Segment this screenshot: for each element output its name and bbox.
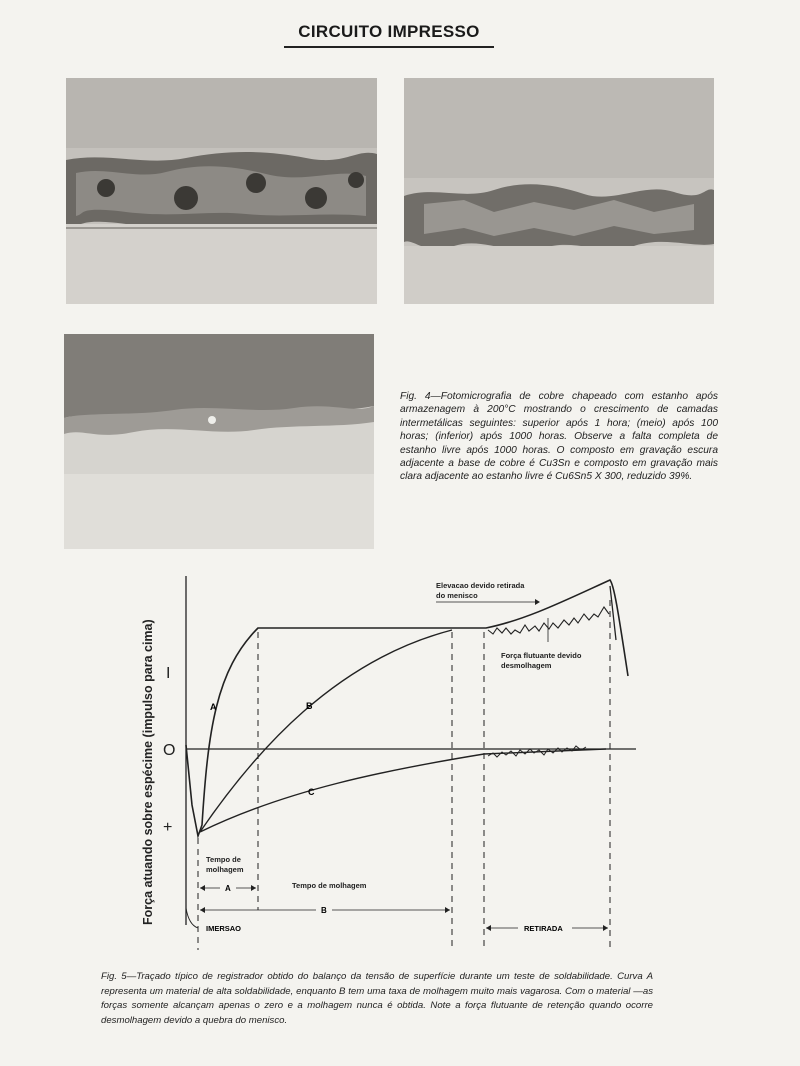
soldability-chart <box>136 570 656 960</box>
meniscus-arrow <box>535 599 540 605</box>
micrograph-1-hour <box>66 78 377 304</box>
curve-c-noise <box>488 746 586 757</box>
wet-time-a-arrow-left <box>200 885 205 891</box>
label-curve-a: A <box>210 702 217 712</box>
annotation-wet-time-long: Tempo de molhagem <box>292 881 367 890</box>
figure-5-caption: Fig. 5—Traçado típico de registrador obtido do balanço da tensão de superfície durante um teste de soldabilidade. Curva A representa um material de alta soldabilidade, enquanto B tem uma taxa de molhagem muito mais vagarosa. Com o material —as forças somente alcançam apenas o zero e a molhagem nunca é obtida. Note a força flutuante de retenção quando ocorre desmolhagem devido a quebra do menisco. <box>101 971 653 1026</box>
label-wet-time-a: A <box>225 884 231 893</box>
wet-time-b-arrow-left <box>200 907 205 913</box>
y-tick-zero: O <box>163 742 176 759</box>
annotation-dewetting: Força flutuante devido desmolhagem <box>501 651 582 670</box>
annotation-withdrawal: RETIRADA <box>524 924 563 933</box>
wet-time-b-arrow-right <box>445 907 450 913</box>
micrograph-100-hours <box>404 78 714 304</box>
curve-c <box>200 749 606 832</box>
label-curve-c: C <box>308 787 315 797</box>
label-curve-b: B <box>306 701 313 711</box>
y-tick-plus: + <box>163 819 173 836</box>
y-axis-label: Força atuando sobre espécime (impulso para cima) <box>141 619 155 925</box>
wet-time-a-arrow-right <box>251 885 256 891</box>
curve-b <box>200 630 452 832</box>
immersion-hook <box>186 908 198 928</box>
annotation-wet-time-a: Tempo de molhagem <box>206 855 244 874</box>
annotation-meniscus: Elevacao devido retirada do menisco <box>436 581 525 600</box>
y-tick-upper: I <box>166 665 171 682</box>
figure-4-caption: Fig. 4—Fotomicrografia de cobre chapeado com estanho após armazenagem à 200°C mostrando o crescimento de camadas intermetálicas seguintes: superior após 1 hora; (meio) após 100 horas; (inferior) após 1000 horas. Observe a falta completa de estanho livre após 1000 horas. O composto em gravação escura adjacente a base de cobre é Cu3Sn e composto em gravação mais clara adjacente ao estanho livre é Cu6Sn5 X 300, reduzido 39%. <box>400 391 718 483</box>
micrograph-1000-hours <box>64 334 374 549</box>
annotation-immersion: IMERSAO <box>206 924 242 933</box>
label-wet-time-b: B <box>321 906 327 915</box>
withdrawal-arrowhead-left <box>486 925 491 931</box>
withdrawal-arrowhead-right <box>603 925 608 931</box>
curve-a-dewetting-noise <box>488 607 609 634</box>
curve-a <box>186 580 628 836</box>
page-header-title: CIRCUITO IMPRESSO <box>284 22 494 48</box>
